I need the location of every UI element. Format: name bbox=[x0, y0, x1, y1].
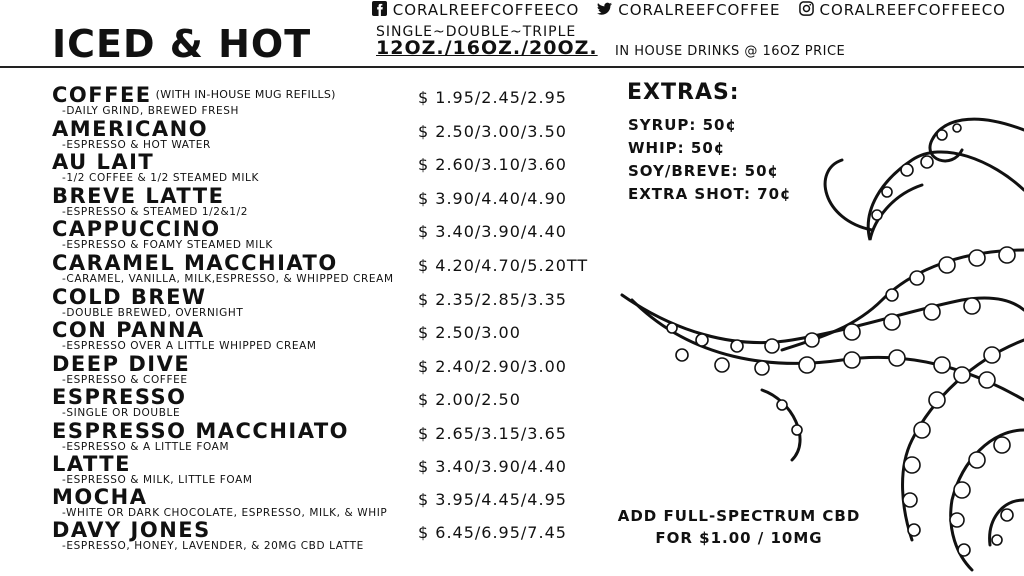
drink-price: $ 2.40/2.90/3.00 bbox=[418, 357, 567, 376]
twitter-handle: CORALREEFCOFFEE bbox=[618, 1, 781, 19]
drink-description: -ESPRESSO, HONEY, LAVENDER, & 20MG CBD LATTE bbox=[62, 540, 364, 552]
drink-price: $ 4.20/4.70/5.20TT bbox=[418, 256, 589, 275]
drink-price: $ 2.50/3.00 bbox=[418, 323, 521, 342]
drink-note: (WITH IN-HOUSE MUG REFILLS) bbox=[155, 88, 336, 101]
drink-price: $ 3.90/4.40/4.90 bbox=[418, 189, 567, 208]
twitter-icon bbox=[597, 1, 612, 20]
drink-description: -WHITE OR DARK CHOCOLATE, ESPRESSO, MILK, & WHIP bbox=[62, 507, 388, 519]
drink-item bbox=[52, 453, 612, 486]
drink-name: LATTE bbox=[52, 452, 131, 476]
sizes-ounces: 12OZ./16OZ./20OZ. bbox=[376, 37, 598, 59]
facebook-icon bbox=[372, 1, 387, 20]
drink-description: -SINGLE OR DOUBLE bbox=[62, 407, 181, 419]
extras-item: SOY/BREVE: 50¢ bbox=[628, 162, 779, 180]
drink-name: CARAMEL MACCHIATO bbox=[52, 251, 338, 275]
drink-name: ESPRESSO MACCHIATO bbox=[52, 419, 350, 443]
drink-name: DAVY JONES bbox=[52, 518, 211, 542]
drink-description: -ESPRESSO OVER A LITTLE WHIPPED CREAM bbox=[62, 340, 317, 352]
drink-description: -ESPRESSO & MILK, LITTLE FOAM bbox=[62, 474, 253, 486]
instagram-handle: CORALREEFCOFFEECO bbox=[819, 1, 1006, 19]
drink-item bbox=[52, 151, 612, 184]
drink-name: COFFEE bbox=[52, 83, 152, 107]
drink-item bbox=[52, 486, 612, 519]
drink-description: -1/2 COFFEE & 1/2 STEAMED MILK bbox=[62, 172, 259, 184]
drink-name: CAPPUCCINO bbox=[52, 217, 221, 241]
drink-item bbox=[52, 386, 612, 419]
drink-price: $ 2.35/2.85/3.35 bbox=[418, 290, 567, 309]
drink-description: -ESPRESSO & STEAMED 1/2&1/2 bbox=[62, 206, 249, 218]
drink-item bbox=[52, 118, 612, 151]
drink-item bbox=[52, 84, 612, 117]
drink-price: $ 2.50/3.00/3.50 bbox=[418, 122, 567, 141]
drink-item bbox=[52, 353, 612, 386]
social-bar bbox=[372, 0, 1006, 20]
extras-item: EXTRA SHOT: 70¢ bbox=[628, 185, 792, 203]
drink-name: AMERICANO bbox=[52, 117, 209, 141]
drink-name: ESPRESSO bbox=[52, 385, 187, 409]
social-facebook[interactable] bbox=[372, 1, 580, 20]
cbd-line-2: FOR $1.00 / 10MG bbox=[655, 529, 823, 547]
social-twitter[interactable] bbox=[597, 1, 780, 20]
drink-name: DEEP DIVE bbox=[52, 352, 191, 376]
drink-description: -ESPRESSO & A LITTLE FOAM bbox=[62, 441, 230, 453]
drink-price: $ 1.95/2.45/2.95 bbox=[418, 88, 567, 107]
drink-item bbox=[52, 519, 612, 552]
drink-description: -ESPRESSO & FOAMY STEAMED MILK bbox=[62, 239, 273, 251]
drink-description: -DOUBLE BREWED, OVERNIGHT bbox=[62, 307, 244, 319]
menu-title: ICED & HOT bbox=[52, 22, 312, 66]
extras-item: SYRUP: 50¢ bbox=[628, 116, 737, 134]
drink-name: BREVE LATTE bbox=[52, 184, 225, 208]
drink-item bbox=[52, 420, 612, 453]
in-house-note: IN HOUSE DRINKS @ 16OZ PRICE bbox=[615, 44, 846, 59]
drink-name: CON PANNA bbox=[52, 318, 205, 342]
drink-item bbox=[52, 252, 612, 285]
drink-item bbox=[52, 286, 612, 319]
facebook-handle: CORALREEFCOFFEECO bbox=[392, 1, 580, 19]
header-divider bbox=[0, 66, 1024, 68]
extras-list bbox=[628, 114, 791, 206]
drink-price: $ 3.40/3.90/4.40 bbox=[418, 457, 567, 476]
drink-description: -ESPRESSO & COFFEE bbox=[62, 374, 188, 386]
drink-item bbox=[52, 218, 612, 251]
instagram-icon bbox=[799, 1, 814, 20]
cbd-offer bbox=[614, 505, 864, 549]
drink-price: $ 6.45/6.95/7.45 bbox=[418, 523, 567, 542]
drink-price: $ 2.60/3.10/3.60 bbox=[418, 155, 567, 174]
drink-description: -ESPRESSO & HOT WATER bbox=[62, 139, 211, 151]
drink-item bbox=[52, 319, 612, 352]
drink-price: $ 2.00/2.50 bbox=[418, 390, 521, 409]
drink-description: -CARAMEL, VANILLA, MILK,ESPRESSO, & WHIPPED CREAM bbox=[62, 273, 394, 285]
drink-item bbox=[52, 185, 612, 218]
drink-price: $ 3.40/3.90/4.40 bbox=[418, 222, 567, 241]
drink-price: $ 2.65/3.15/3.65 bbox=[418, 424, 567, 443]
drink-name: AU LAIT bbox=[52, 150, 155, 174]
sizes-label: SINGLE~DOUBLE~TRIPLE bbox=[376, 24, 577, 40]
drink-description: -DAILY GRIND, BREWED FRESH bbox=[62, 105, 240, 117]
drink-name: MOCHA bbox=[52, 485, 148, 509]
drink-price: $ 3.95/4.45/4.95 bbox=[418, 490, 567, 509]
social-instagram[interactable] bbox=[799, 1, 1007, 20]
extras-title: EXTRAS: bbox=[627, 80, 740, 105]
cbd-line-1: ADD FULL-SPECTRUM CBD bbox=[617, 507, 861, 525]
drink-name: COLD BREW bbox=[52, 285, 207, 309]
extras-item: WHIP: 50¢ bbox=[628, 139, 726, 157]
